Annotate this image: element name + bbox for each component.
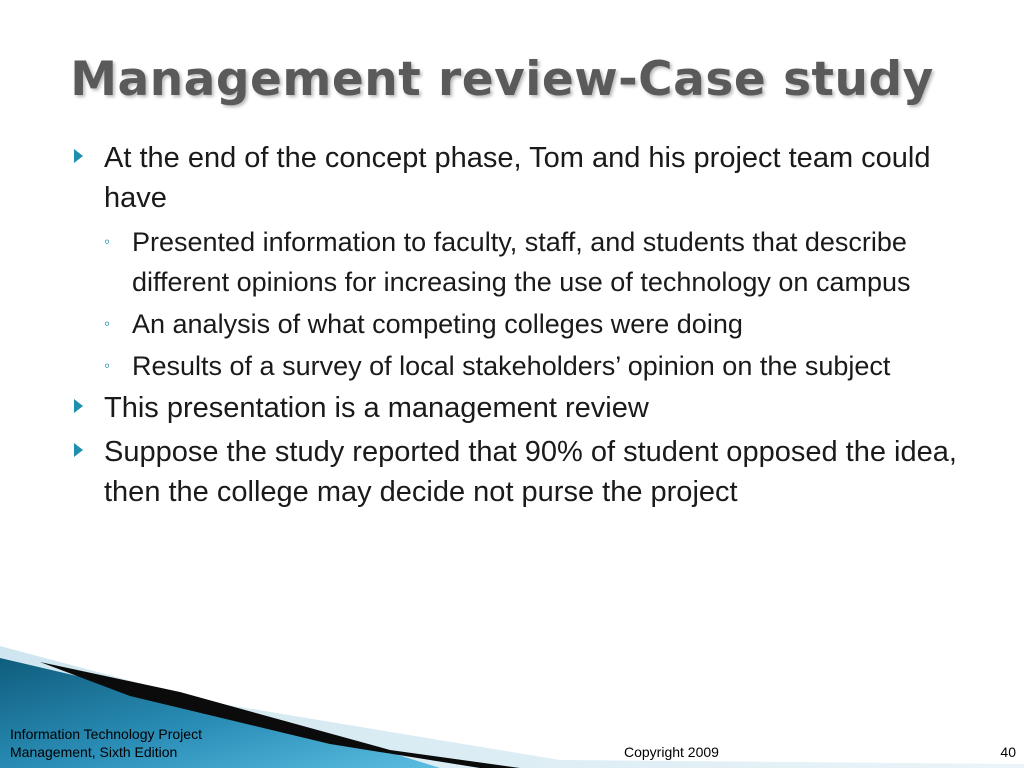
page-number: 40	[1000, 744, 1016, 760]
sub-bullet-text: An analysis of what competing colleges were doing	[132, 309, 743, 339]
footer-copyright: Copyright 2009	[624, 744, 719, 760]
bullet-item	[74, 388, 974, 428]
triangle-bullet-icon	[74, 443, 83, 457]
sub-bullet-item	[74, 304, 974, 344]
bullet-text: At the end of the concept phase, Tom and his project team could have	[104, 142, 931, 214]
bullet-item	[74, 138, 974, 218]
slide-title: Management review-Case study	[70, 52, 934, 107]
bullet-item	[74, 432, 974, 512]
triangle-bullet-icon	[74, 399, 83, 413]
footer-book-title	[10, 725, 202, 761]
circle-bullet-icon: ◦	[104, 356, 111, 375]
footer-book-line1: Information Technology Project	[10, 726, 202, 742]
slide-body	[74, 138, 974, 516]
bullet-text: This presentation is a management review	[104, 392, 649, 424]
sub-bullet-item	[74, 222, 974, 302]
sub-bullet-item	[74, 346, 974, 386]
footer-book-line2: Management, Sixth Edition	[10, 744, 178, 760]
circle-bullet-icon: ◦	[104, 232, 111, 251]
bullet-text: Suppose the study reported that 90% of student opposed the idea, then the college may decide not purse the project	[104, 436, 957, 508]
sub-bullet-text: Results of a survey of local stakeholders’ opinion on the subject	[132, 351, 891, 381]
circle-bullet-icon: ◦	[104, 314, 111, 333]
sub-bullet-text: Presented information to faculty, staff, and students that describe different opinions for increasing the use of technology on campus	[132, 227, 911, 297]
triangle-bullet-icon	[74, 149, 83, 163]
